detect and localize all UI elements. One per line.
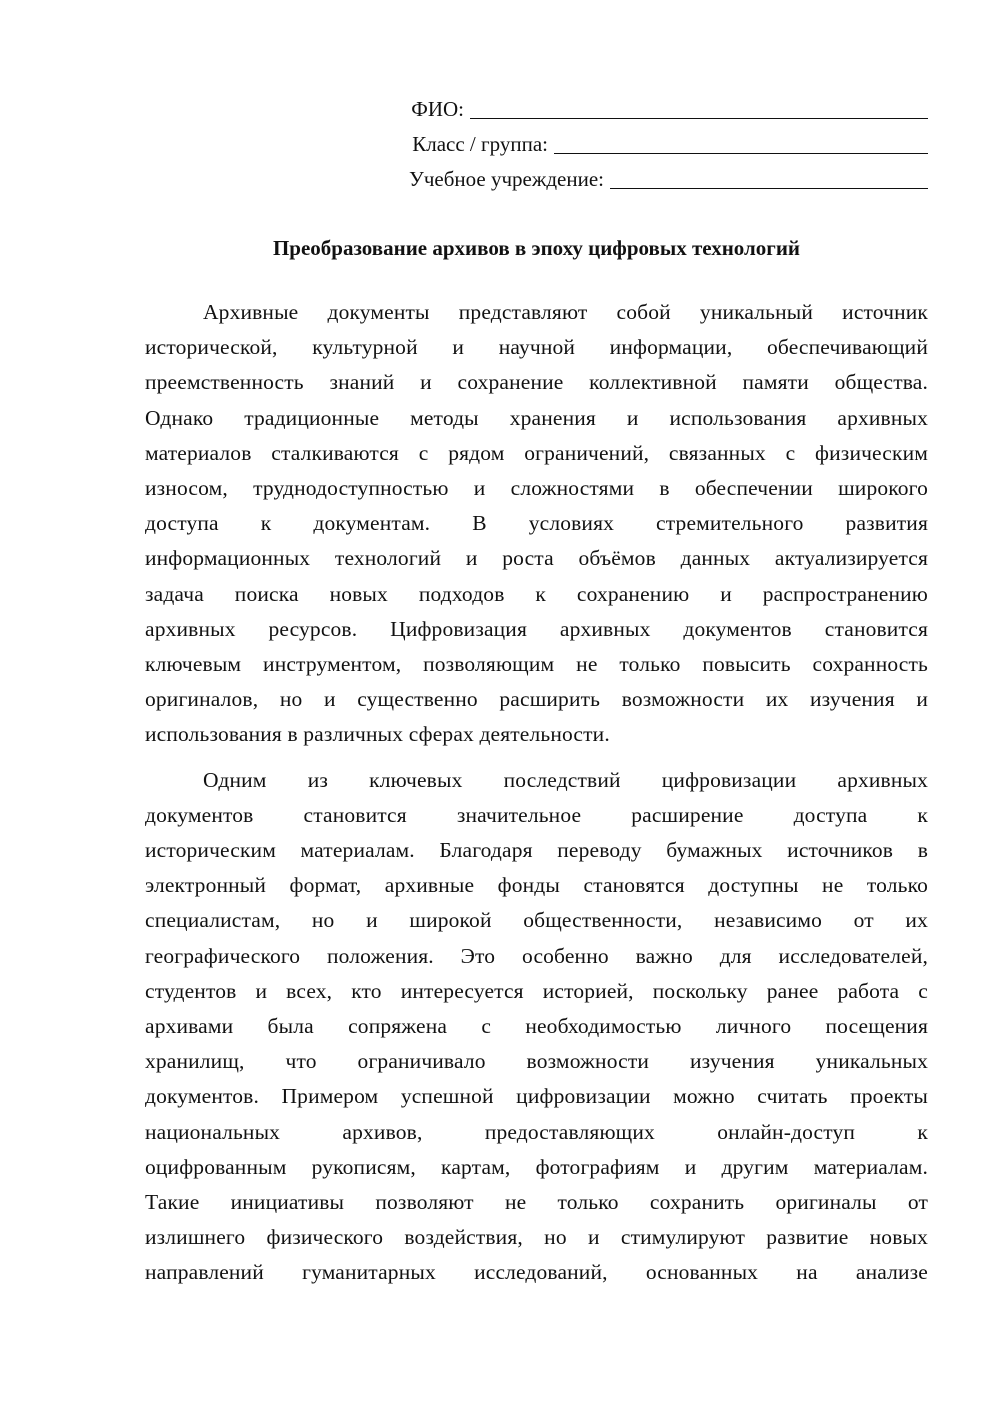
paragraph-2: [145, 763, 928, 1291]
paragraph-1: [145, 295, 928, 753]
text-line: документов. Примером успешной цифровизации можно считать проекты: [145, 1084, 928, 1109]
text-line: доступа к документам. В условиях стремительного развития: [145, 511, 928, 536]
text-line: электронный формат, архивные фонды становятся доступны не только: [145, 873, 928, 898]
text-line: Такие инициативы позволяют не только сохранить оригиналы от: [145, 1190, 928, 1215]
text-line: документов становится значительное расширение доступа к: [145, 802, 928, 827]
school-blank-line[interactable]: [610, 165, 928, 189]
document-body: [145, 295, 928, 1301]
student-info-block: [308, 92, 928, 197]
class-field-row: [308, 127, 928, 162]
text-line: задача поиска новых подходов к сохранению и распространению: [145, 581, 928, 606]
class-label: Класс / группа:: [412, 132, 548, 156]
text-line: оцифрованным рукописям, картам, фотографиям и другим материалам.: [145, 1154, 928, 1179]
text-line: информационных технологий и роста объёмов данных актуализируется: [145, 546, 928, 571]
text-line: Одним из ключевых последствий цифровизации архивных: [203, 767, 928, 792]
text-line: специалистам, но и широкой общественности, независимо от их: [145, 908, 928, 933]
text-line: архивами была сопряжена с необходимостью личного посещения: [145, 1014, 928, 1039]
text-line: оригиналов, но и существенно расширить возможности их изучения и: [145, 687, 928, 712]
text-line: национальных архивов, предоставляющих онлайн-доступ к: [145, 1119, 928, 1144]
text-line: износом, труднодоступностью и сложностями в обеспечении широкого: [145, 476, 928, 501]
text-line: хранилищ, что ограничивало возможности изучения уникальных: [145, 1049, 928, 1074]
text-line: направлений гуманитарных исследований, основанных на анализе: [145, 1260, 928, 1285]
text-line: Архивные документы представляют собой уникальный источник: [203, 300, 928, 324]
text-line: преемственность знаний и сохранение коллективной памяти общества.: [145, 370, 928, 395]
class-blank-line[interactable]: [554, 130, 928, 154]
text-line: географического положения. Это особенно важно для исследователей,: [145, 943, 928, 968]
text-line: исторической, культурной и научной информации, обеспечивающий: [145, 335, 928, 360]
text-line: историческим материалам. Благодаря переводу бумажных источников в: [145, 838, 928, 863]
text-line: архивных ресурсов. Цифровизация архивных документов становится: [145, 616, 928, 641]
school-field-row: [308, 162, 928, 197]
text-line: материалов сталкиваются с рядом ограничений, связанных с физическим: [145, 440, 928, 465]
text-line: Однако традиционные методы хранения и использования архивных: [145, 405, 928, 430]
text-line: ключевым инструментом, позволяющим не только повысить сохранность: [145, 652, 928, 677]
document-title: Преобразование архивов в эпоху цифровых технологий: [272, 236, 801, 260]
text-line: использования в различных сферах деятельности.: [145, 722, 610, 747]
school-label: Учебное учреждение:: [408, 167, 604, 191]
fio-blank-line[interactable]: [470, 95, 928, 119]
fio-field-row: [308, 92, 928, 127]
fio-label: ФИО:: [411, 97, 464, 121]
text-line: излишнего физического воздействия, но и стимулируют развитие новых: [145, 1225, 928, 1250]
text-line: студентов и всех, кто интересуется историей, поскольку ранее работа с: [145, 978, 928, 1003]
